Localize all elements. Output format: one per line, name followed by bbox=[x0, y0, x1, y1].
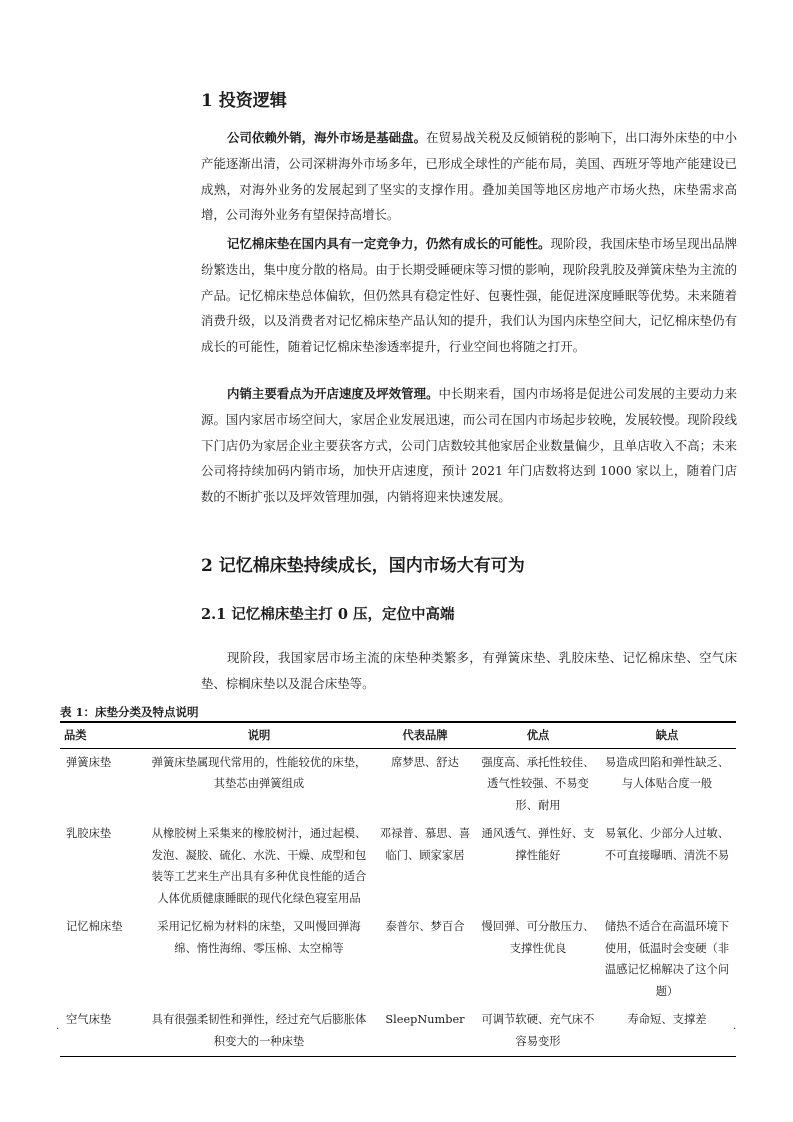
cell-brands: SleepNumber bbox=[372, 1006, 478, 1057]
paragraph-body: 在贸易战关税及反倾销税的影响下，出口海外床垫的中小产能逐渐出清，公司深耕海外市场多年，已形成全球性的产能布局，美国、西班牙等地产能建设已成熟，对海外业务的发展起到了坚实的支撑作用。叠加美国等地区房地产市场火热，床垫需求高增，公司海外业务有望保持高增长。 bbox=[201, 130, 738, 223]
cell-category: 空气床垫 bbox=[60, 1006, 146, 1057]
section-1-heading: 1 投资逻辑 bbox=[201, 91, 287, 111]
paragraph-body: 中长期来看，国内市场将是促进公司发展的主要动力来源。国内家居市场空间大，家居企业发展迅速，而公司在国内市场起步较晚，发展较慢。现阶段线下门店仍为家居企业主要获客方式，公司门店数较其他家居企业数量偏少，且单店收入不高；未来公司将持续加码内销市场，加快开店速度，预计 2021 年门店数将达到 1000 家以上，随着门店数的不断扩张以及坪效管理加强，内销将迎来快速发展。 bbox=[201, 386, 738, 505]
cell-description: 弹簧床垫属现代常用的，性能较优的床垫，其垫芯由弹簧组成 bbox=[151, 755, 367, 790]
header-pros: 优点 bbox=[478, 722, 598, 748]
paragraph-domestic-sales bbox=[201, 381, 737, 510]
subsection-2-1-heading: 2.1 记忆棉床垫主打 0 压，定位中高端 bbox=[201, 606, 455, 623]
page-marker-left: . bbox=[56, 1021, 60, 1032]
paragraph-mattress-types: 现阶段，我国家居市场主流的床垫种类繁多，有弹簧床垫、乳胶床垫、记忆棉床垫、空气床垫、棕榈床垫以及混合床垫等。 bbox=[201, 650, 737, 691]
cell-cons: 易造成凹陷和弹性缺乏、与人体贴合度一般 bbox=[604, 755, 730, 790]
paragraph-lead: 内销主要看点为开店速度及坪效管理。 bbox=[227, 386, 439, 401]
cell-description: 采用记忆棉为材料的床垫，又叫慢回弹海绵、惰性海绵、零压棉、太空棉等 bbox=[157, 920, 361, 955]
header-cons: 缺点 bbox=[598, 722, 736, 748]
section-2-heading: 2 记忆棉床垫持续成长，国内市场大有可为 bbox=[201, 556, 525, 576]
table-row bbox=[60, 913, 736, 1006]
header-description: 说明 bbox=[146, 722, 372, 748]
paragraph-lead: 公司依赖外销，海外市场是基础盘。 bbox=[227, 130, 427, 145]
cell-description: 具有很强柔韧性和弹性，经过充气后膨胀体积变大的一种床垫 bbox=[146, 1006, 372, 1057]
cell-pros: 慢回弹、可分散压力、支撑性优良 bbox=[481, 920, 595, 955]
paragraph-overseas bbox=[201, 125, 737, 228]
cell-description: 从橡胶树上采集来的橡胶树汁，通过起模、发泡、凝胶、硫化、水洗、干燥、成型和包装等工艺来生产出具有多种优良性能的适合人体优质健康睡眠的现代化绿色寝室用品 bbox=[151, 827, 367, 905]
page-marker-right: . bbox=[733, 1021, 737, 1032]
cell-brands: 席梦思、舒达 bbox=[391, 755, 459, 769]
cell-pros: 通风透气、弹性好、支撑性能好 bbox=[481, 827, 595, 862]
header-brands: 代表品牌 bbox=[372, 722, 478, 748]
cell-category: 弹簧床垫 bbox=[66, 755, 112, 769]
cell-brands: 泰普尔、梦百合 bbox=[385, 920, 465, 933]
paragraph-body: 现阶段，我国床垫市场呈现出品牌纷繁迭出，集中度分散的格局。由于长期受睡硬床等习惯的影响，现阶段乳胶及弹簧床垫为主流的产品。记忆棉床垫总体偏软，但仍然具有稳定性好、包裹性强，能促进深度睡眠等优势。未来随着消费升级，以及消费者对记忆棉床垫产品认知的提升，我们认为国内床垫空间大，记忆棉床垫仍有成长的可能性，随着记忆棉床垫渗透率提升，行业空间也将随之打开。 bbox=[201, 236, 738, 355]
mattress-table bbox=[60, 721, 736, 1057]
table-row bbox=[60, 820, 736, 913]
cell-category: 乳胶床垫 bbox=[66, 827, 112, 840]
cell-pros: 可调节软硬、充气床不容易变形 bbox=[478, 1006, 598, 1057]
table-caption: 表 1：床垫分类及特点说明 bbox=[60, 705, 199, 719]
paragraph-lead: 记忆棉床垫在国内具有一定竞争力，仍然有成长的可能性。 bbox=[227, 236, 551, 251]
table-row bbox=[60, 748, 736, 820]
cell-brands: 邓禄普、慕思、喜临门、顾家家居 bbox=[379, 827, 471, 862]
cell-cons: 易氧化、少部分人过敏、不可直接曝晒、清洗不易 bbox=[604, 827, 730, 862]
table-row bbox=[60, 1006, 736, 1057]
cell-category: 记忆棉床垫 bbox=[66, 920, 123, 933]
table-header-row bbox=[60, 722, 736, 748]
cell-cons: 储热不适合在高温环境下使用，低温时会变硬（非温感记忆棉解决了这个问题） bbox=[604, 920, 730, 998]
paragraph-memory-foam bbox=[201, 231, 737, 360]
cell-pros: 强度高、承托性较佳、透气性较强、不易变形、耐用 bbox=[481, 755, 595, 812]
cell-cons: 寿命短、支撑差 bbox=[598, 1006, 736, 1057]
header-category: 品类 bbox=[60, 722, 146, 748]
